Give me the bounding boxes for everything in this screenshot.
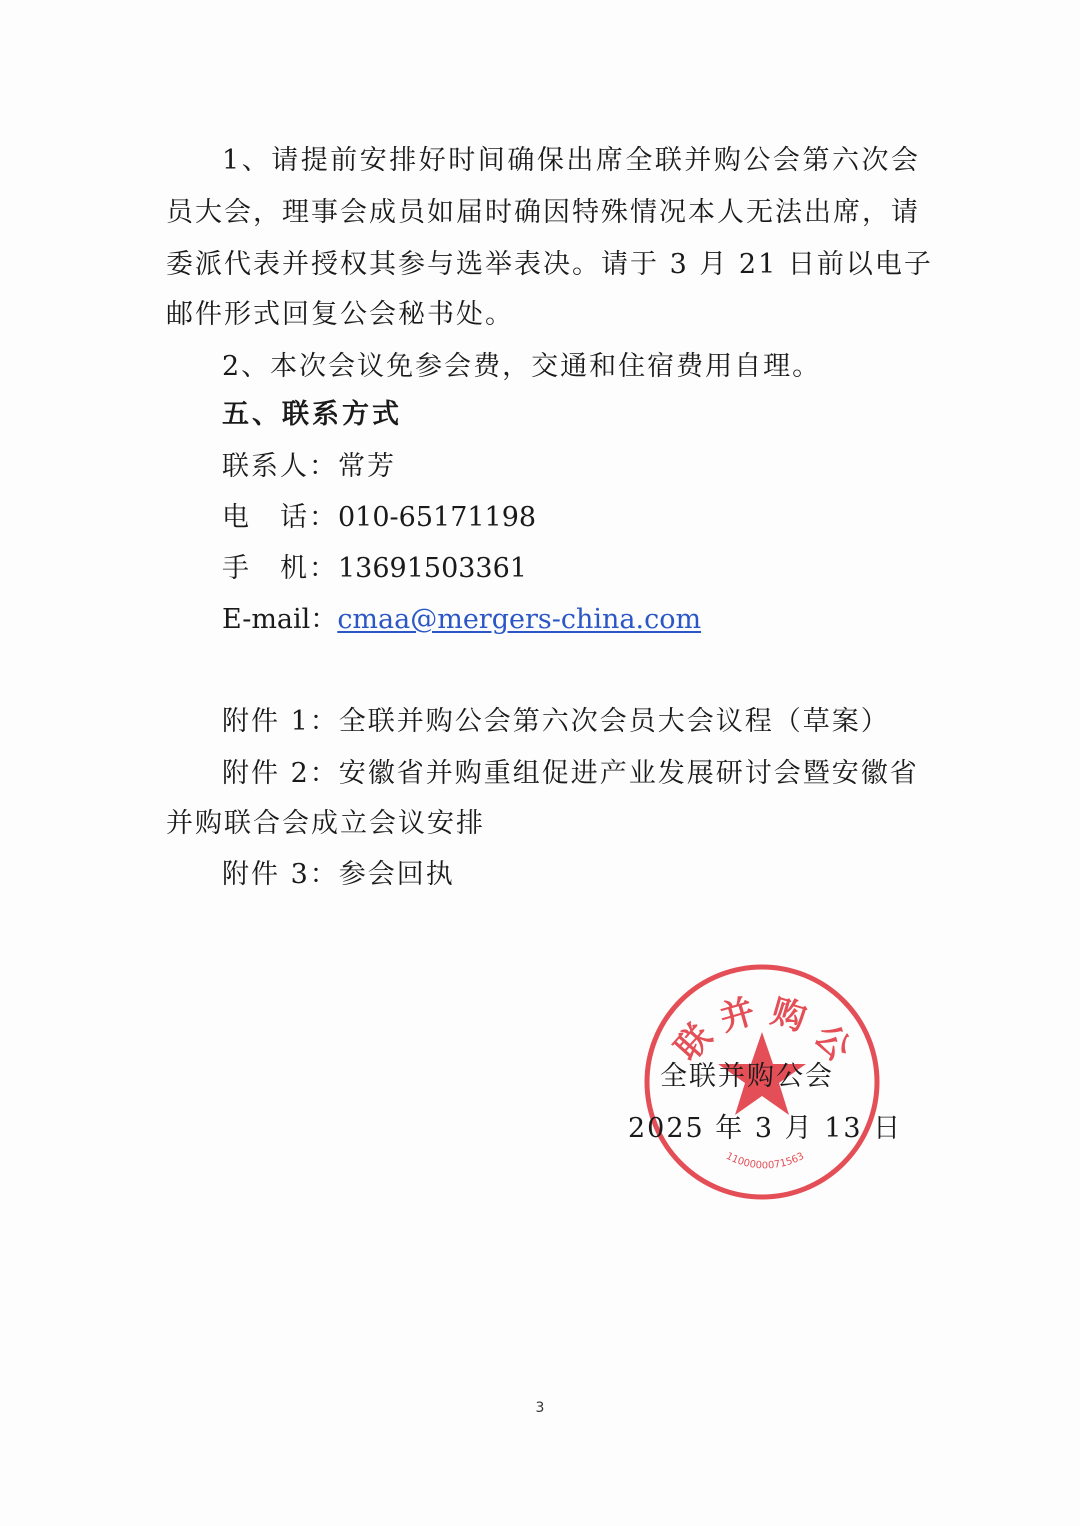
signature-date: 2025 年 3 月 13 日 [628, 1113, 903, 1144]
attachment-1: 附件 1：全联并购公会第六次会员大会议程（草案） [222, 706, 890, 737]
para1-line4: 邮件形式回复公会秘书处。 [166, 299, 514, 330]
para1-line3: 委派代表并授权其参与选举表决。请于 3 月 21 日前以电子 [166, 249, 933, 280]
contact-phone-row [222, 501, 536, 535]
attachment-2-line2: 并购联合会成立会议安排 [166, 808, 485, 839]
seal-number-text [724, 1151, 806, 1172]
mobile-label: 手 机： [222, 553, 338, 584]
seal-top-text: 联 并 购 公 [667, 991, 859, 1069]
section-heading-contact: 五、联系方式 [222, 399, 402, 430]
email-label: E-mail： [222, 604, 338, 635]
phone-label: 电 话： [222, 502, 338, 533]
attachment-2-line1: 附件 2：安徽省并购重组促进产业发展研讨会暨安徽省 [222, 758, 919, 789]
mobile-value: 13691503361 [338, 553, 527, 584]
contact-mobile-row [222, 552, 527, 586]
para1-line2: 员大会，理事会成员如届时确因特殊情况本人无法出席，请 [166, 197, 920, 228]
attachment-3: 附件 3：参会回执 [222, 859, 455, 890]
para2: 2、本次会议免参会费，交通和住宿费用自理。 [222, 351, 822, 382]
page-number: 3 [535, 1400, 545, 1416]
contact-email-row [222, 603, 701, 637]
phone-value: 010-65171198 [338, 502, 537, 533]
signature-org: 全联并购公会 [660, 1061, 834, 1092]
para1-line1: 1、请提前安排好时间确保出席全联并购公会第六次会 [222, 145, 920, 176]
email-link[interactable]: cmaa@mergers-china.com [337, 604, 702, 635]
contact-person: 联系人：常芳 [222, 451, 396, 482]
seal-number: 1100000071563 [723, 1150, 807, 1172]
